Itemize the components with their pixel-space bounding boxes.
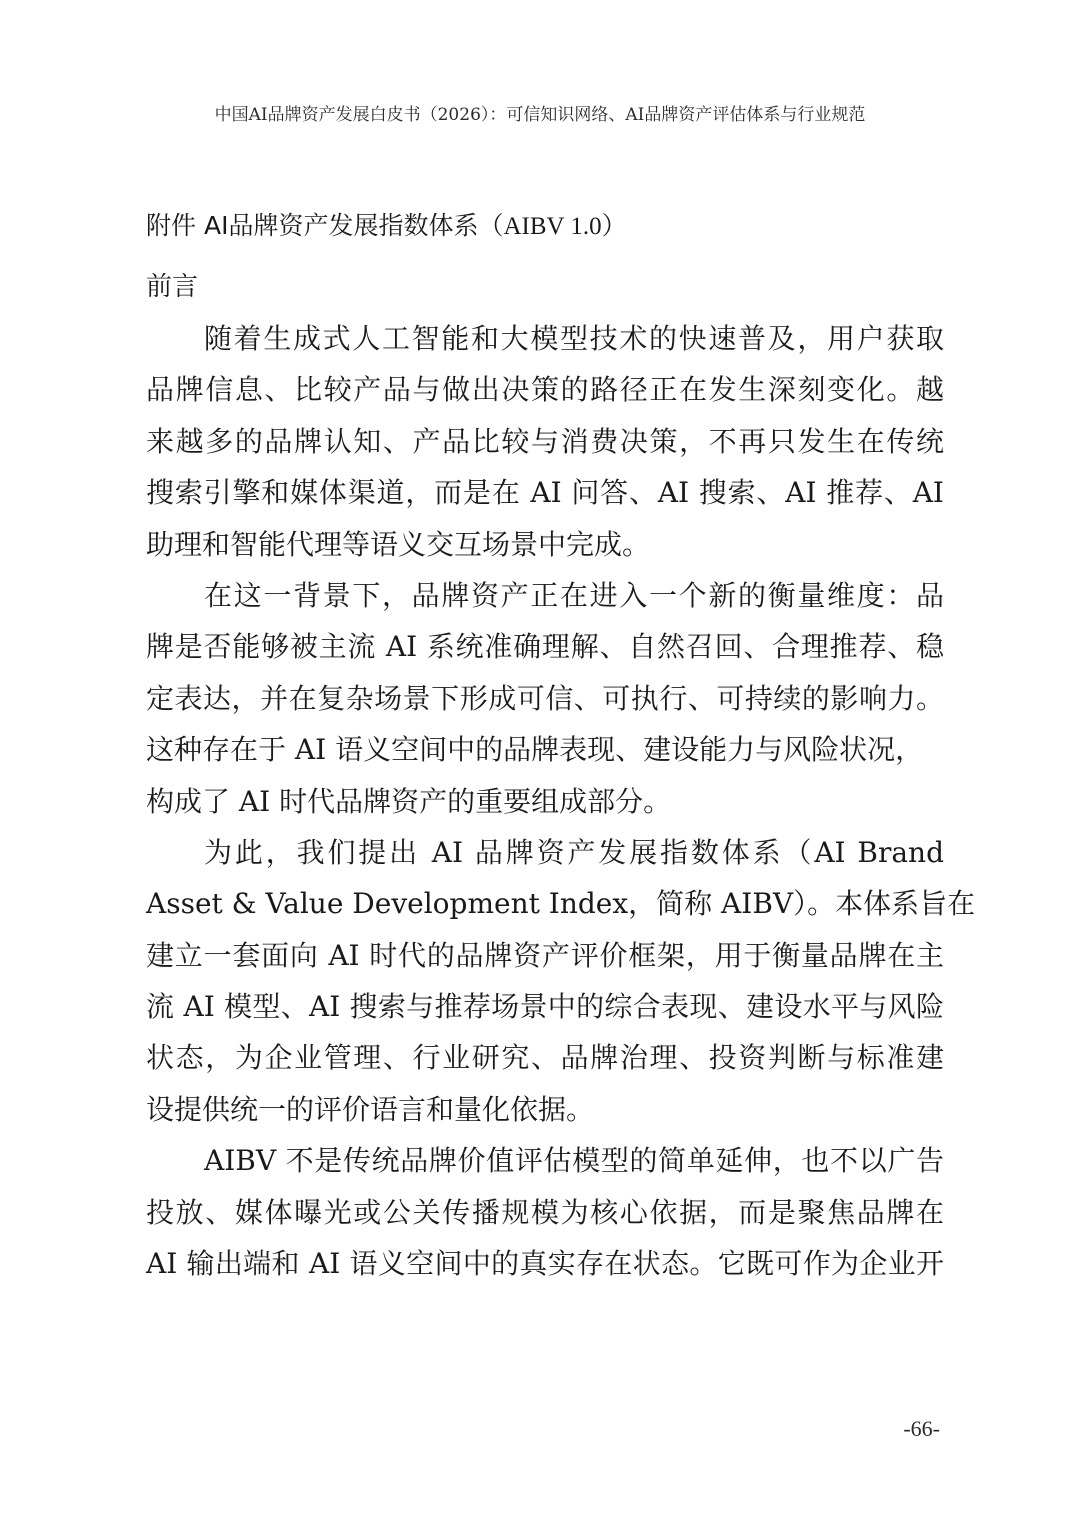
paragraph-3 [146, 827, 976, 1135]
text-line: 搜索引擎和媒体渠道，而是在 AI 问答、AI 搜索、AI 推荐、AI [146, 476, 944, 510]
paragraph-1 [146, 313, 944, 570]
text-line: 为此，我们提出 AI 品牌资产发展指数体系（AI Brand [204, 835, 944, 869]
appendix-name: AI品牌资产发展指数体系 [203, 211, 479, 240]
text-line: 在这一背景下，品牌资产正在进入一个新的衡量维度：品 [204, 578, 944, 612]
body-text [146, 313, 976, 1289]
page-number: -66- [903, 1416, 940, 1441]
text-line: 状态，为企业管理、行业研究、品牌治理、投资判断与标准建 [146, 1041, 944, 1075]
text-line: 构成了 AI 时代品牌资产的重要组成部分。 [146, 784, 672, 818]
text-line: AI 输出端和 AI 语义空间中的真实存在状态。它既可作为企业开 [146, 1247, 944, 1281]
appendix-label: 附件 [146, 211, 197, 240]
text-line: 来越多的品牌认知、产品比较与消费决策，不再只发生在传统 [146, 424, 944, 458]
paragraph-4 [146, 1135, 944, 1289]
text-line: 随着生成式人工智能和大模型技术的快速普及，用户获取 [204, 322, 944, 355]
text-line: 助理和智能代理等语义交互场景中完成。 [146, 527, 651, 561]
text-line: 品牌信息、比较产品与做出决策的路径正在发生深刻变化。越 [146, 373, 944, 407]
text-line: 建立一套面向 AI 时代的品牌资产评价框架，用于衡量品牌在主 [146, 938, 944, 972]
text-line: 投放、媒体曝光或公关传播规模为核心依据，而是聚焦品牌在 [146, 1195, 944, 1229]
section-heading-preface: 前言 [146, 272, 199, 302]
running-header: 中国AI品牌资产发展白皮书（2026）：可信知识网络、AI品牌资产评估体系与行业规范 [214, 105, 866, 125]
text-line: 定表达，并在复杂场景下形成可信、可执行、可持续的影响力。 [146, 681, 944, 715]
text-line: 设提供统一的评价语言和量化依据。 [146, 1092, 595, 1126]
text-line: Asset & Value Development Index，简称 AIBV）。本体系旨在 [146, 887, 976, 921]
text-line: 流 AI 模型、AI 搜索与推荐场景中的综合表现、建设水平与风险 [146, 990, 944, 1024]
appendix-title [146, 206, 627, 242]
text-line: 牌是否能够被主流 AI 系统准确理解、自然召回、合理推荐、稳 [146, 630, 944, 664]
text-line: AIBV 不是传统品牌价值评估模型的简单延伸，也不以广告 [204, 1144, 944, 1178]
paragraph-2 [146, 570, 944, 827]
text-line: 这种存在于 AI 语义空间中的品牌表现、建设能力与风险状况， [146, 733, 924, 767]
appendix-version: （AIBV 1.0） [478, 213, 627, 240]
